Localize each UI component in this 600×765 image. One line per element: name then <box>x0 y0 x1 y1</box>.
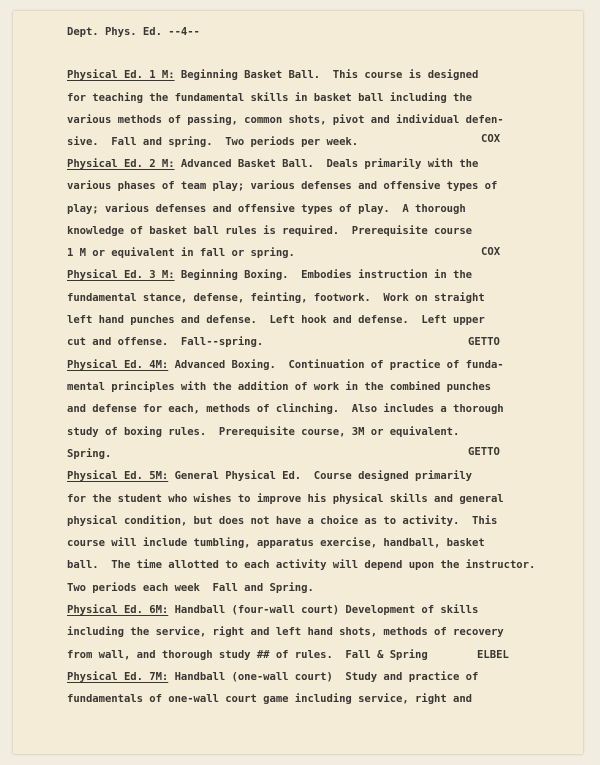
course-line: various phases of team play; various defenses and offensive types of <box>67 180 498 192</box>
course-heading: Physical Ed. 6M: <box>67 604 169 616</box>
course-line: and defense for each, methods of clinching. Also includes a thorough <box>67 403 504 415</box>
course-heading: Physical Ed. 1 M: <box>67 69 175 81</box>
page-header: Dept. Phys. Ed. --4-- <box>67 26 200 38</box>
course-line: sive. Fall and spring. Two periods per week. <box>67 136 359 148</box>
course-line: course will include tumbling, apparatus exercise, handball, basket <box>67 537 485 549</box>
course-line: for the student who wishes to improve his physical skills and general <box>67 493 504 505</box>
course-title-text: Advanced Boxing. Continuation of practice of funda- <box>168 359 504 371</box>
instructor-name: GETTO <box>468 446 500 458</box>
instructor-name: GETTO <box>468 336 500 348</box>
course-line: for teaching the fundamental skills in basket ball including the <box>67 92 472 104</box>
course-title-text: General Physical Ed. Course designed primarily <box>168 470 472 482</box>
course-title-text: Handball (one-wall court) Study and practice of <box>168 671 479 683</box>
course-1-first-line <box>67 68 478 82</box>
course-line: study of boxing rules. Prerequisite course, 3M or equivalent. <box>67 426 460 438</box>
course-line: fundamentals of one-wall court game including service, right and <box>67 693 472 705</box>
course-3-first-line <box>67 268 472 282</box>
course-7-first-line <box>67 670 478 684</box>
course-heading: Physical Ed. 5M: <box>67 470 169 482</box>
course-line: play; various defenses and offensive types of play. A thorough <box>67 203 466 215</box>
course-line: left hand punches and defense. Left hook and defense. Left upper <box>67 314 485 326</box>
course-line: Two periods each week Fall and Spring. <box>67 582 314 594</box>
course-line: physical condition, but does not have a choice as to activity. This <box>67 515 498 527</box>
course-line: ball. The time allotted to each activity will depend upon the instructor. <box>67 559 536 571</box>
course-4-first-line <box>67 358 504 372</box>
course-line: Spring. <box>67 448 112 460</box>
instructor-name: COX <box>481 246 501 258</box>
course-title-text: Advanced Basket Ball. Deals primarily with the <box>174 158 479 170</box>
course-line: knowledge of basket ball rules is required. Prerequisite course <box>67 225 472 237</box>
course-line: mental principles with the addition of work in the combined punches <box>67 381 491 393</box>
course-line: 1 M or equivalent in fall or spring. <box>67 247 295 259</box>
course-line: various methods of passing, common shots, pivot and individual defen- <box>67 114 504 126</box>
course-2-first-line <box>67 157 478 171</box>
course-title-text: Beginning Basket Ball. This course is designed <box>174 69 479 81</box>
course-line: fundamental stance, defense, feinting, footwork. Work on straight <box>67 292 485 304</box>
course-line: from wall, and thorough study ## of rules. Fall & Spring <box>67 649 428 661</box>
course-6-first-line <box>67 603 478 617</box>
course-heading: Physical Ed. 2 M: <box>67 158 175 170</box>
course-line: including the service, right and left hand shots, methods of recovery <box>67 626 504 638</box>
course-heading: Physical Ed. 4M: <box>67 359 169 371</box>
typed-page <box>13 11 583 754</box>
course-title-text: Beginning Boxing. Embodies instruction in the <box>174 269 472 281</box>
instructor-name: COX <box>481 133 501 145</box>
course-heading: Physical Ed. 7M: <box>67 671 169 683</box>
course-title-text: Handball (four-wall court) Development of skills <box>168 604 479 616</box>
instructor-name: ELBEL <box>477 649 509 661</box>
course-line: cut and offense. Fall--spring. <box>67 336 264 348</box>
course-heading: Physical Ed. 3 M: <box>67 269 175 281</box>
course-5-first-line <box>67 469 472 483</box>
